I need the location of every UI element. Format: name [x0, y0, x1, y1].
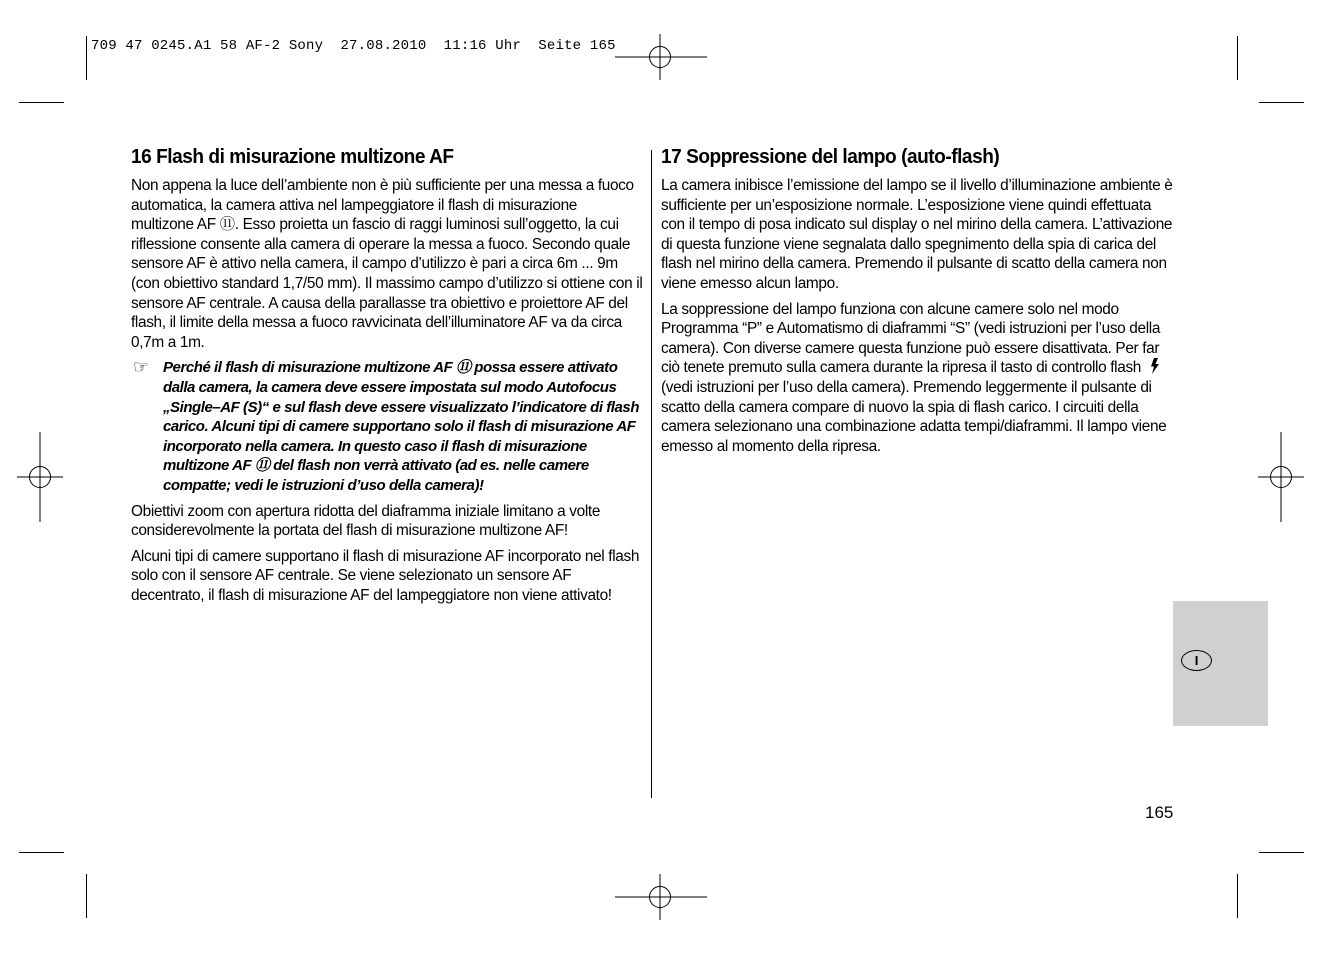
registration-mark-icon	[17, 432, 63, 522]
crop-mark	[1259, 102, 1304, 103]
section-16-paragraph-1: Non appena la luce dell’ambiente non è più sufficiente per una messa a fuoco automatica, la camera attiva nel lampeggiatore il flash di misurazione multizone AF ⑪. Esso proietta un fascio di raggi luminosi sull’oggetto, la cui riflessione consente alla camera di operare la messa a fuoco. Secondo quale sensore AF è attivo nella camera, il campo d’utilizzo è pari a circa 6m ... 9m (con obiettivo standard 1,7/50 mm). Il massimo campo d’utilizzo si ottiene con il sensore AF centrale. A causa della parallasse tra obiettivo e proiettore AF del flash, il limite della messa a fuoco ravvicinata dell’illuminatore AF va da circa 0,7m a 1m.	[131, 177, 643, 351]
section-17-heading: 17 Soppressione del lampo (auto-flash)	[661, 145, 1000, 168]
section-16-paragraph-2: Obiettivi zoom con apertura ridotta del diaframma iniziale limitano a volte considerevolmente la portata del flash di misurazione multizone AF!	[131, 502, 601, 540]
section-17-paragraph-2	[661, 300, 1173, 457]
section-17-paragraph-2-end: (vedi istruzioni per l’uso della camera). Premendo leggermente il pulsante di scatto della camera compare di nuovo la spia di flash carico. I circuiti della camera selezionano una combinazione adatta tempi/diaframmi. Il lampo viene emesso al momento della ripresa.	[661, 378, 1167, 455]
section-17-paragraph-2-start: La soppressione del lampo funziona con alcune camere solo nel modo Programma “P” e Automatismo di diaframmi “S” (vedi istruzioni per l’uso della camera). Con diverse camere questa funzione può essere disattivata. Per far ciò tenete premuto sulla camera durante la ripresa il tasto di controllo flash	[661, 300, 1161, 377]
column-divider	[651, 150, 652, 798]
section-16-column	[131, 145, 643, 611]
flash-bolt-icon	[1149, 358, 1161, 374]
page-number: 165	[1145, 803, 1174, 822]
section-16-note-text: Perché il flash di misurazione multizone AF ⑪ possa essere attivato dalla camera, la camera deve essere impostata sul modo Autofocus „Single–AF (S)“ e sul flash deve essere visualizzato l’indicatore di flash carico. Alcuni tipi di camere supportano solo il flash di misurazione AF incorporato nella camera. In questo caso il flash di misurazione multizone AF ⑪ del flash non verrà attivato (ad es. nelle camere compatte; vedi le istruzioni d’uso della camera)!	[163, 359, 640, 494]
crop-mark	[86, 36, 87, 80]
section-16-paragraph-3: Alcuni tipi di camere supportano il flash di misurazione AF incorporato nel flash solo con il sensore AF centrale. Se viene selezionato un sensore AF decentrato, il flash di misurazione AF del lampeggiatore non viene attivato!	[131, 547, 640, 604]
section-17-column	[661, 145, 1173, 462]
registration-mark-icon	[615, 34, 707, 80]
pointing-hand-icon: ☞	[133, 357, 150, 378]
crop-mark	[19, 852, 64, 853]
crop-mark	[19, 102, 64, 103]
registration-mark-icon	[615, 874, 707, 920]
section-16-heading: 16 Flash di misurazione multizone AF	[131, 145, 454, 168]
crop-mark	[1237, 874, 1238, 918]
crop-mark	[1237, 36, 1238, 80]
section-17-paragraph-1: La camera inibisce l’emissione del lampo se il livello d’illuminazione ambiente è sufficiente per un’esposizione normale. L’esposizione viene quindi effettuata con il tempo di posa indicato sul display o nel mirino della camera. L’attivazione di questa funzione viene segnalata dallo spegnimento della spia di carica del flash nel mirino della camera. Premendo il pulsante di scatto della camera non viene emesso alcun lampo.	[661, 177, 1173, 292]
registration-mark-icon	[1258, 432, 1304, 522]
section-16-note	[131, 358, 643, 495]
print-slug-line: 709 47 0245.A1 58 AF-2 Sony 27.08.2010 11:16 Uhr Seite 165	[91, 38, 616, 54]
language-tab-label: I	[1181, 650, 1212, 671]
language-tab	[1173, 601, 1268, 726]
crop-mark	[1259, 852, 1304, 853]
crop-mark	[86, 874, 87, 918]
